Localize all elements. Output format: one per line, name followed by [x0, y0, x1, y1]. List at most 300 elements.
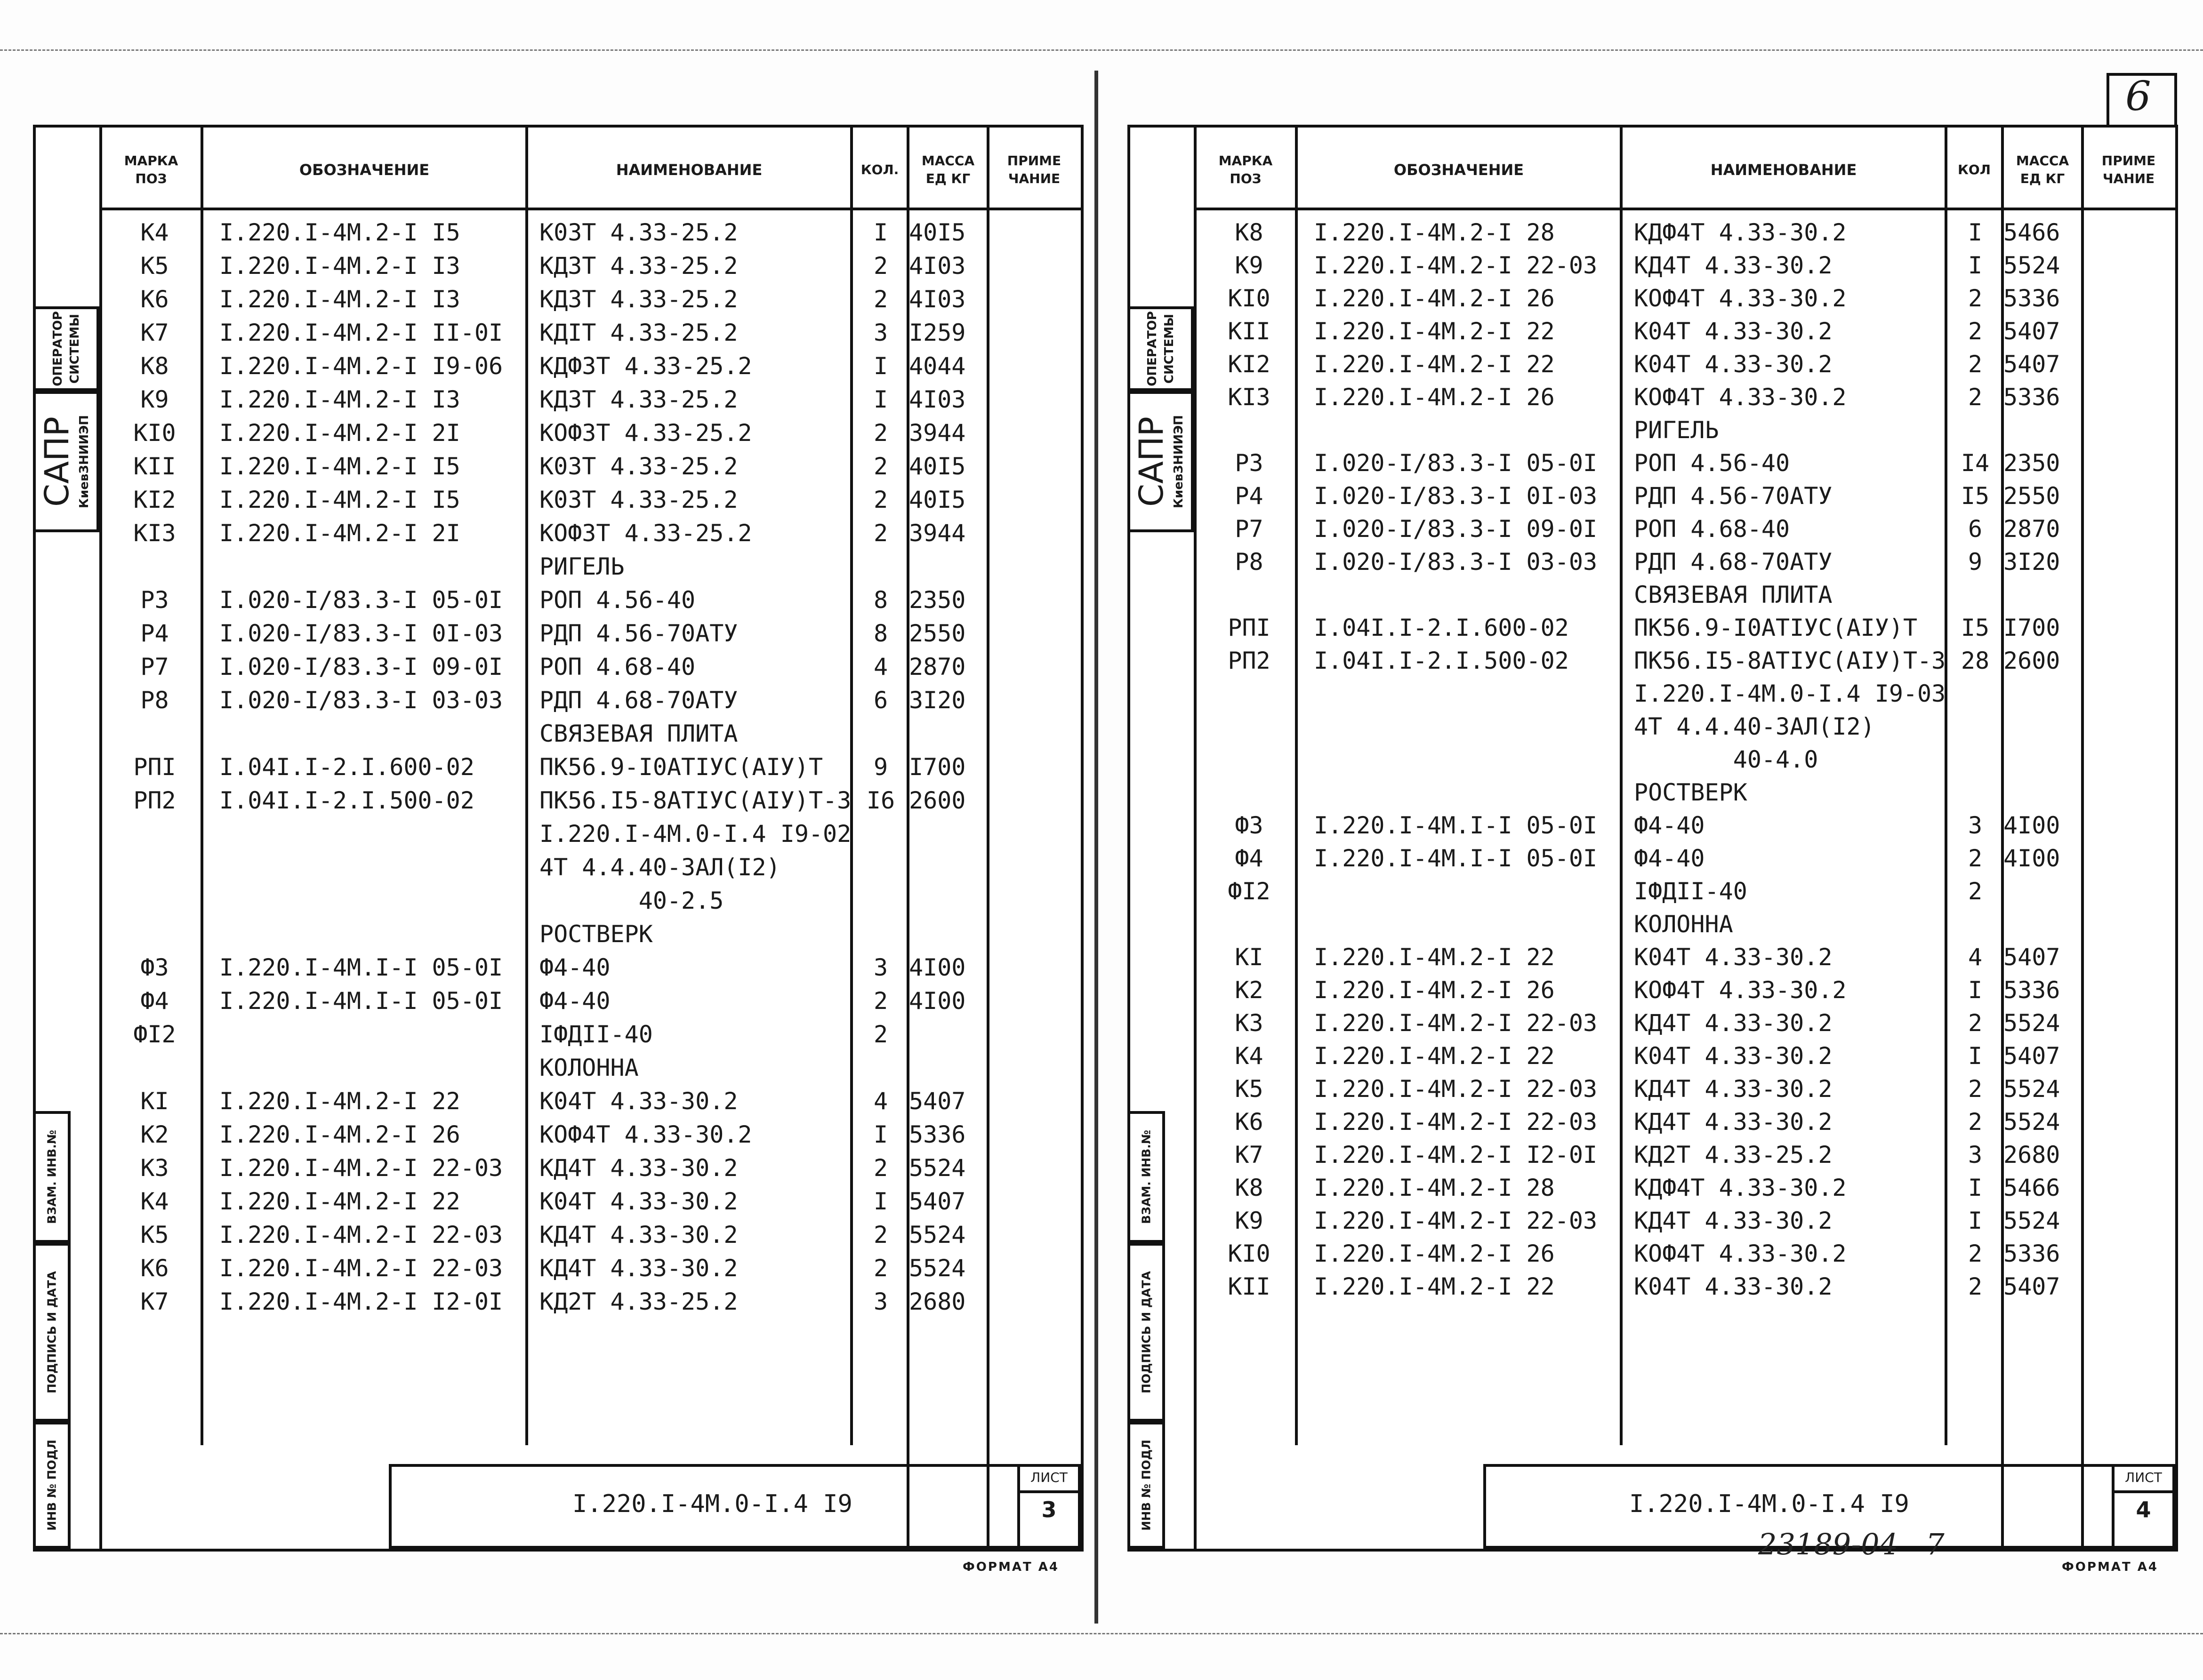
row-name: РОП 4.68-40	[1634, 515, 1790, 543]
table-row	[1130, 1008, 2175, 1039]
row-qty: 2	[1968, 1240, 1983, 1267]
sapr-label: САПР	[1132, 416, 1171, 507]
row-mass: 4I03	[909, 286, 966, 313]
row-qty: I	[873, 1121, 888, 1148]
row-name: КД4Т 4.33-30.2	[1634, 1075, 1833, 1103]
table-row	[1130, 316, 2175, 347]
row-mark: РПI	[133, 753, 176, 781]
row-mass: 3944	[909, 419, 966, 447]
page-mark: 6	[2125, 73, 2151, 120]
row-qty: 28	[1961, 647, 1990, 674]
table-row	[36, 417, 1081, 448]
row-qty: 2	[873, 1021, 888, 1048]
row-mark: K8	[1235, 1174, 1263, 1201]
row-qty: 2	[1968, 1009, 1983, 1037]
row-mass: 5407	[2003, 944, 2060, 971]
row-mass: 4I00	[2003, 812, 2060, 839]
row-name: ПК56.9-I0АТIУС(АIУ)Т	[539, 753, 823, 781]
table-row	[36, 584, 1081, 616]
table-row	[1130, 612, 2175, 643]
table-row	[1130, 250, 2175, 281]
row-designation: I.220.I-4M.2-I 22-03	[219, 1154, 503, 1182]
row-mark: K6	[140, 286, 169, 313]
row-mass: 5466	[2003, 1174, 2060, 1201]
sheet-number-box	[2112, 1464, 2175, 1549]
row-designation: I.04I.I-2.I.500-02	[1314, 647, 1569, 674]
table-row	[36, 284, 1081, 315]
row-mass: 4I00	[909, 954, 966, 981]
row-qty: 2	[873, 252, 888, 280]
row-mark: K2	[140, 1121, 169, 1148]
hdr-prim: ПРИМЕ ЧАНИЕ	[1007, 153, 1061, 186]
row-qty: 3	[873, 319, 888, 346]
row-name: КОФ4Т 4.33-30.2	[1634, 976, 1847, 1004]
row-designation: I.220.I-4M.I-I 05-0I	[1314, 845, 1598, 872]
row-qty: 9	[1968, 548, 1983, 576]
row-mark: K4	[140, 219, 169, 246]
table-row	[36, 685, 1081, 716]
row-mark: P7	[1235, 515, 1263, 543]
table-row	[1130, 349, 2175, 380]
row-name: ПК56.I5-8АТIУС(АIУ)Т-3	[1634, 647, 1946, 674]
row-name: IФДII-40	[539, 1021, 653, 1048]
row-designation: I.220.I-4M.2-I 26	[1314, 285, 1555, 312]
table-row	[1130, 909, 2175, 940]
row-designation: I.220.I-4M.2-I 26	[219, 1121, 460, 1148]
row-qty: I4	[1961, 449, 1990, 477]
row-mark: P8	[140, 687, 169, 714]
table-row	[1130, 1073, 2175, 1104]
row-name: КД4Т 4.33-30.2	[1634, 1207, 1833, 1234]
row-mark: K9	[1235, 252, 1263, 279]
row-mark: KII	[1228, 1273, 1270, 1300]
row-name: КД4Т 4.33-30.2	[539, 1221, 738, 1248]
row-mass: 2680	[909, 1288, 966, 1315]
row-name: 40-2.5	[539, 887, 724, 914]
row-designation: I.220.I-4M.2-I 22	[219, 1088, 460, 1115]
scan-edge-bottom	[0, 1633, 2203, 1634]
row-mark: РПI	[1228, 614, 1270, 641]
row-mass: 40I5	[909, 486, 966, 513]
row-designation: I.220.I-4M.2-I I3	[219, 286, 460, 313]
table-row	[1130, 744, 2175, 775]
row-name: IФДII-40	[1634, 878, 1747, 905]
row-name: Ф4-40	[539, 954, 611, 981]
row-qty: 3	[1968, 1141, 1983, 1168]
table-row	[36, 1186, 1081, 1217]
row-mark: KI0	[1228, 285, 1270, 312]
table-row	[36, 1253, 1081, 1284]
row-qty: 2	[873, 453, 888, 480]
inv-stamp: ИНВ № ПОДЛ	[36, 1422, 71, 1549]
row-mass: 4044	[909, 352, 966, 380]
row-name: К04Т 4.33-30.2	[1634, 318, 1833, 345]
row-mass: 5524	[2003, 1108, 2060, 1136]
row-designation: I.220.I-4M.2-I 2I	[219, 520, 460, 547]
row-mass: 5336	[2003, 1240, 2060, 1267]
hdr-kol: КОЛ	[1958, 162, 1991, 177]
row-mass: 2600	[2003, 647, 2060, 674]
row-qty: 2	[873, 419, 888, 447]
table-row	[1130, 975, 2175, 1006]
row-qty: 6	[1968, 515, 1983, 543]
row-designation: I.220.I-4M.2-I 22	[1314, 318, 1555, 345]
row-name: РДП 4.56-70АТУ	[1634, 482, 1833, 510]
row-qty: 2	[1968, 1108, 1983, 1136]
row-mark: ФI2	[1228, 878, 1270, 905]
row-mark: K9	[1235, 1207, 1263, 1234]
table-row	[36, 250, 1081, 281]
row-mass: 5407	[909, 1188, 966, 1215]
row-qty: I	[1968, 1207, 1983, 1234]
row-qty: 2	[1968, 285, 1983, 312]
row-qty: 8	[873, 586, 888, 614]
table-row	[1130, 1238, 2175, 1269]
header-line	[99, 208, 1081, 210]
vzam-stamp: ВЗАМ. ИНВ.№	[1130, 1111, 1165, 1243]
row-name: РОСТВЕРК	[1634, 779, 1747, 806]
row-mark: K8	[140, 352, 169, 380]
row-name: РИГЕЛЬ	[1634, 416, 1719, 444]
table-row	[1130, 546, 2175, 577]
row-name: КОФ4Т 4.33-30.2	[1634, 384, 1847, 411]
row-name: КД4Т 4.33-30.2	[539, 1154, 738, 1182]
row-mass: 5336	[2003, 384, 2060, 411]
row-name: КД4Т 4.33-30.2	[1634, 1108, 1833, 1136]
row-mark: ФI2	[133, 1021, 176, 1048]
row-name: К04Т 4.33-30.2	[539, 1188, 738, 1215]
table-row	[36, 351, 1081, 382]
row-designation: I.020-I/83.3-I 05-0I	[1314, 449, 1598, 477]
table-row	[36, 1086, 1081, 1117]
row-mass: 5407	[2003, 318, 2060, 345]
row-mark: K5	[140, 1221, 169, 1248]
row-mass: 4I03	[909, 386, 966, 413]
sheet-number: 3	[1041, 1497, 1057, 1522]
row-qty: I	[873, 386, 888, 413]
hdr-mark: МАРКА ПОЗ	[1218, 153, 1273, 186]
row-mark: KII	[1228, 318, 1270, 345]
row-mark: K4	[1235, 1042, 1263, 1070]
row-name: РИГЕЛЬ	[539, 553, 625, 580]
vzam-stamp: ВЗАМ. ИНВ.№	[36, 1111, 71, 1243]
row-name: КОЛОННА	[539, 1054, 639, 1081]
row-qty: 2	[873, 520, 888, 547]
row-name: КД3Т 4.33-25.2	[539, 252, 738, 280]
row-designation: I.220.I-4M.2-I 22	[1314, 351, 1555, 378]
operator-label: ОПЕРАТОР СИСТЕМЫ	[1145, 311, 1176, 386]
table-row	[1130, 777, 2175, 808]
row-designation: I.04I.I-2.I.600-02	[219, 753, 474, 781]
row-name: РОСТВЕРК	[539, 920, 653, 948]
row-designation: I.220.I-4M.2-I 22-03	[1314, 1108, 1598, 1136]
row-designation: I.04I.I-2.I.500-02	[219, 787, 474, 814]
table-row	[1130, 448, 2175, 479]
row-qty: 2	[873, 486, 888, 513]
row-mass: 5407	[2003, 1042, 2060, 1070]
row-name: K03T 4.33-25.2	[539, 219, 738, 246]
row-mass: 5524	[909, 1154, 966, 1182]
row-name: КД3Т 4.33-25.2	[539, 386, 738, 413]
row-mass: 5524	[909, 1221, 966, 1248]
row-mass: 5524	[2003, 1075, 2060, 1103]
row-mass: 40I5	[909, 453, 966, 480]
row-designation: I.220.I-4M.2-I 26	[1314, 1240, 1555, 1267]
row-mass: 5407	[2003, 1273, 2060, 1300]
row-name: КДФ4Т 4.33-30.2	[1634, 1174, 1847, 1201]
row-qty: 4	[873, 1088, 888, 1115]
row-designation: I.220.I-4M.2-I 22-03	[1314, 1207, 1598, 1234]
row-qty: I6	[866, 787, 895, 814]
row-mark: P3	[140, 586, 169, 614]
sheet-number-box	[1017, 1464, 1081, 1549]
row-mass: 2600	[909, 787, 966, 814]
sheet-left	[33, 125, 1084, 1552]
row-qty: 2	[1968, 318, 1983, 345]
row-name: 4T 4.4.40-3АЛ(I2)	[539, 854, 780, 881]
row-qty: 4	[1968, 944, 1983, 971]
row-mass: 3I20	[909, 687, 966, 714]
row-mark: K3	[140, 1154, 169, 1182]
table-row	[1130, 1040, 2175, 1072]
row-mass: 5524	[2003, 1207, 2060, 1234]
row-mark: P7	[140, 653, 169, 680]
row-mass: 3944	[909, 520, 966, 547]
row-designation: I.220.I-4M.2-I 22-03	[1314, 252, 1598, 279]
row-designation: I.020-I/83.3-I 0I-03	[219, 620, 503, 647]
row-qty: 2	[1968, 384, 1983, 411]
row-mark: K9	[140, 386, 169, 413]
row-designation: I.220.I-4M.2-I 22-03	[1314, 1075, 1598, 1103]
table-row	[36, 451, 1081, 482]
row-mass: 2680	[2003, 1141, 2060, 1168]
row-qty: I5	[1961, 614, 1990, 641]
sapr-sublabel: КиевЗНИИЭП	[1171, 415, 1186, 509]
row-designation: I.220.I-4M.2-I I2-0I	[1314, 1141, 1598, 1168]
row-qty: 2	[1968, 878, 1983, 905]
hdr-ob: ОБОЗНАЧЕНИЕ	[299, 161, 430, 179]
row-designation: I.220.I-4M.2-I I5	[219, 219, 460, 246]
table-row	[36, 718, 1081, 749]
doc-code: I.220.I-4M.0-I.4 I9	[572, 1490, 852, 1518]
row-mark: KI2	[1228, 351, 1270, 378]
table-row	[1130, 876, 2175, 907]
row-mass: 5466	[2003, 219, 2060, 246]
doc-code: I.220.I-4M.0-I.4 I9	[1629, 1490, 1909, 1518]
row-name: ПК56.9-I0АТIУС(АIУ)Т	[1634, 614, 1918, 641]
row-mark: K7	[1235, 1141, 1263, 1168]
row-designation: I.220.I-4M.2-I 22	[1314, 1273, 1555, 1300]
row-name: СВЯЗЕВАЯ ПЛИТА	[539, 720, 738, 747]
table-row	[36, 518, 1081, 549]
row-mark: РП2	[1228, 647, 1270, 674]
row-qty: 6	[873, 687, 888, 714]
row-mark: K7	[140, 319, 169, 346]
table-row	[1130, 217, 2175, 248]
table-row	[1130, 1271, 2175, 1302]
table-row	[1130, 579, 2175, 610]
row-mark: K4	[140, 1188, 169, 1215]
hdr-nm: НАИМЕНОВАНИЕ	[616, 161, 763, 179]
row-mass: 40I5	[909, 219, 966, 246]
table-row	[36, 1119, 1081, 1150]
row-mass: 3I20	[2003, 548, 2060, 576]
podpis-stamp: ПОДПИСЬ И ДАТА	[1130, 1243, 1165, 1422]
sapr-sublabel: КиевЗНИИЭП	[77, 415, 91, 509]
row-mass: 4I00	[2003, 845, 2060, 872]
row-name: РДП 4.68-70АТУ	[539, 687, 738, 714]
podpis-stamp: ПОДПИСЬ И ДАТА	[36, 1243, 71, 1422]
row-mass: 4I03	[909, 252, 966, 280]
hdr-mark: МАРКА ПОЗ	[124, 153, 178, 186]
table-row	[36, 618, 1081, 649]
row-mark: K3	[1235, 1009, 1263, 1037]
row-designation: I.220.I-4M.2-I 22	[1314, 1042, 1555, 1070]
table-row	[1130, 645, 2175, 676]
table-row	[1130, 810, 2175, 841]
table-row	[1130, 1139, 2175, 1170]
row-qty: 2	[1968, 1273, 1983, 1300]
hdr-nm: НАИМЕНОВАНИЕ	[1710, 161, 1857, 179]
table-row	[36, 1052, 1081, 1083]
row-mark: K6	[140, 1255, 169, 1282]
row-designation: I.220.I-4M.2-I 22-03	[1314, 1009, 1598, 1037]
row-name: КДФ4Т 4.33-30.2	[1634, 219, 1847, 246]
row-qty: I	[1968, 219, 1983, 246]
row-mark: KI	[140, 1088, 169, 1115]
row-mass: 5524	[2003, 1009, 2060, 1037]
row-mark: K2	[1235, 976, 1263, 1004]
row-name: КДIТ 4.33-25.2	[539, 319, 738, 346]
row-qty: 8	[873, 620, 888, 647]
row-mass: I259	[909, 319, 966, 346]
row-designation: I.220.I-4M.2-I 22-03	[219, 1221, 503, 1248]
row-mark: K5	[1235, 1075, 1263, 1103]
row-mark: KI0	[133, 419, 176, 447]
table-row	[1130, 843, 2175, 874]
row-name: КОЛОННА	[1634, 911, 1733, 938]
row-qty: 2	[873, 1255, 888, 1282]
row-designation: I.220.I-4M.2-I I5	[219, 453, 460, 480]
row-qty: 2	[1968, 845, 1983, 872]
row-qty: I5	[1961, 482, 1990, 510]
row-name: 4T 4.4.40-3АЛ(I2)	[1634, 713, 1875, 740]
row-designation: I.020-I/83.3-I 03-03	[219, 687, 503, 714]
table-row	[1130, 942, 2175, 973]
sheet-right	[1127, 125, 2178, 1552]
row-name: КД4Т 4.33-30.2	[1634, 252, 1833, 279]
row-mark: KI3	[1228, 384, 1270, 411]
row-qty: I	[873, 1188, 888, 1215]
row-qty: I	[873, 219, 888, 246]
row-name: К04Т 4.33-30.2	[539, 1088, 738, 1115]
table-row	[36, 985, 1081, 1016]
row-designation: I.220.I-4M.2-I 28	[1314, 219, 1555, 246]
row-qty: 2	[873, 1154, 888, 1182]
row-qty: 2	[873, 286, 888, 313]
table-row	[36, 651, 1081, 682]
table-row	[1130, 1106, 2175, 1137]
table-row	[1130, 480, 2175, 512]
row-mass: 5407	[2003, 351, 2060, 378]
row-name: РОП 4.56-40	[1634, 449, 1790, 477]
row-name: I.220.I-4M.0-I.4 I9-02	[539, 820, 852, 848]
row-name: РДП 4.56-70АТУ	[539, 620, 738, 647]
row-mark: P4	[1235, 482, 1263, 510]
sheet-number: 4	[2136, 1497, 2151, 1522]
row-qty: 2	[1968, 351, 1983, 378]
row-designation: I.220.I-4M.2-I 26	[1314, 976, 1555, 1004]
scan-edge-top	[0, 49, 2203, 51]
row-mark: K7	[140, 1288, 169, 1315]
row-name: К04Т 4.33-30.2	[1634, 1042, 1833, 1070]
row-name: КОФ4Т 4.33-30.2	[1634, 1240, 1847, 1267]
row-designation: I.220.I-4M.2-I 28	[1314, 1174, 1555, 1201]
row-designation: I.020-I/83.3-I 09-0I	[219, 653, 503, 680]
row-name: I.220.I-4M.0-I.4 I9-03	[1634, 680, 1946, 707]
hdr-kol: КОЛ.	[860, 162, 899, 177]
row-name: К03Т 4.33-25.2	[539, 486, 738, 513]
row-qty: 2	[873, 987, 888, 1015]
row-qty: I	[1968, 976, 1983, 1004]
row-designation: I.04I.I-2.I.600-02	[1314, 614, 1569, 641]
row-name: СВЯЗЕВАЯ ПЛИТА	[1634, 581, 1833, 608]
row-qty: 2	[1968, 1075, 1983, 1103]
row-mark: P3	[1235, 449, 1263, 477]
row-name: Ф4-40	[1634, 845, 1705, 872]
row-mass: 5336	[2003, 285, 2060, 312]
table-row	[36, 919, 1081, 950]
table-row	[36, 1219, 1081, 1250]
row-name: КДФ3Т 4.33-25.2	[539, 352, 752, 380]
row-mark: K8	[1235, 219, 1263, 246]
row-designation: I.220.I-4M.2-I I9-06	[219, 352, 503, 380]
row-mass: 5407	[909, 1088, 966, 1115]
sapr-label: САПР	[37, 416, 76, 507]
row-mass: 5336	[2003, 976, 2060, 1004]
row-mass: 2550	[909, 620, 966, 647]
row-designation: I.220.I-4M.2-I 22	[219, 1188, 460, 1215]
inv-stamp: ИНВ № ПОДЛ	[1130, 1422, 1165, 1549]
format-label-left: ФОРМАТ А4	[963, 1560, 1059, 1574]
hdr-mass: МАССА ЕД КГ	[921, 153, 975, 186]
row-name: РОП 4.56-40	[539, 586, 696, 614]
row-designation: I.220.I-4M.2-I 22	[1314, 944, 1555, 971]
row-name: Ф4-40	[1634, 812, 1705, 839]
row-designation: I.020-I/83.3-I 09-0I	[1314, 515, 1598, 543]
row-qty: 9	[873, 753, 888, 781]
row-mark: РП2	[133, 787, 176, 814]
page-fold	[1094, 71, 1098, 1624]
handwritten-number: 23189-04 7	[1758, 1527, 1945, 1561]
table-row	[1130, 513, 2175, 544]
row-name: Ф4-40	[539, 987, 611, 1015]
sheet-label: ЛИСТ	[1020, 1467, 1078, 1493]
hdr-mass: МАССА ЕД КГ	[2016, 153, 2069, 186]
row-mass: 2350	[909, 586, 966, 614]
row-mass: 2550	[2003, 482, 2060, 510]
sheet-label: ЛИСТ	[2115, 1467, 2172, 1493]
row-mark: P8	[1235, 548, 1263, 576]
row-qty: I	[873, 352, 888, 380]
row-designation: I.020-I/83.3-I 03-03	[1314, 548, 1598, 576]
row-designation: I.220.I-4M.I-I 05-0I	[219, 987, 503, 1015]
row-qty: 4	[873, 653, 888, 680]
table-row	[36, 885, 1081, 916]
row-mark: KI3	[133, 520, 176, 547]
table-row	[36, 1019, 1081, 1050]
row-designation: I.220.I-4M.I-I 05-0I	[1314, 812, 1598, 839]
